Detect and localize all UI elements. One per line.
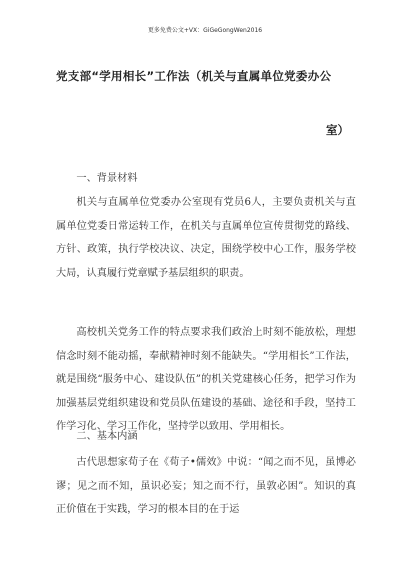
paragraph-connotation: 古代思想家荀子在《荀子•儒效》中说：“闻之而不见，虽博必谬；见之而不知，虽识必妄；知之而不行，虽敦必困”。知识的真正价值在于实践，学习的根本目的在于运 bbox=[56, 457, 356, 515]
paragraph-background: 机关与直属单位党委办公室现有党员6人，主要负责机关与直属单位党委日常运转工作，在机关与直属单位宣传贯彻党的路线、方针、政策，执行学校决议、决定，围绕学校中心工作，服务学校大局，认真履行党章赋予基层组织的职责。 bbox=[56, 197, 356, 279]
section-heading-connotation: 二、基本内涵 bbox=[76, 431, 138, 442]
document-title: 党支部“学用相长”工作法（机关与直属单位党委办公 bbox=[56, 69, 332, 83]
document-title-continuation: 室） bbox=[326, 123, 349, 137]
section-heading-background: 一、背景材料 bbox=[76, 173, 138, 184]
header-note: 更多免费公文+VX：GiGeGongWen2016 bbox=[147, 27, 263, 34]
paragraph-work-method: 高校机关党务工作的特点要求我们政治上时刻不能放松，理想信念时刻不能动摇，奉献精神时刻不能缺失。“学用相长”工作法，就是围绕“服务中心、建设队伍”的机关党建核心任务，把学习作为加强基层党组织建设和党员队伍建设的基础、途径和手段，坚持工作学习化、学习工作化，坚持学以致用、学用相长。 bbox=[56, 327, 356, 432]
